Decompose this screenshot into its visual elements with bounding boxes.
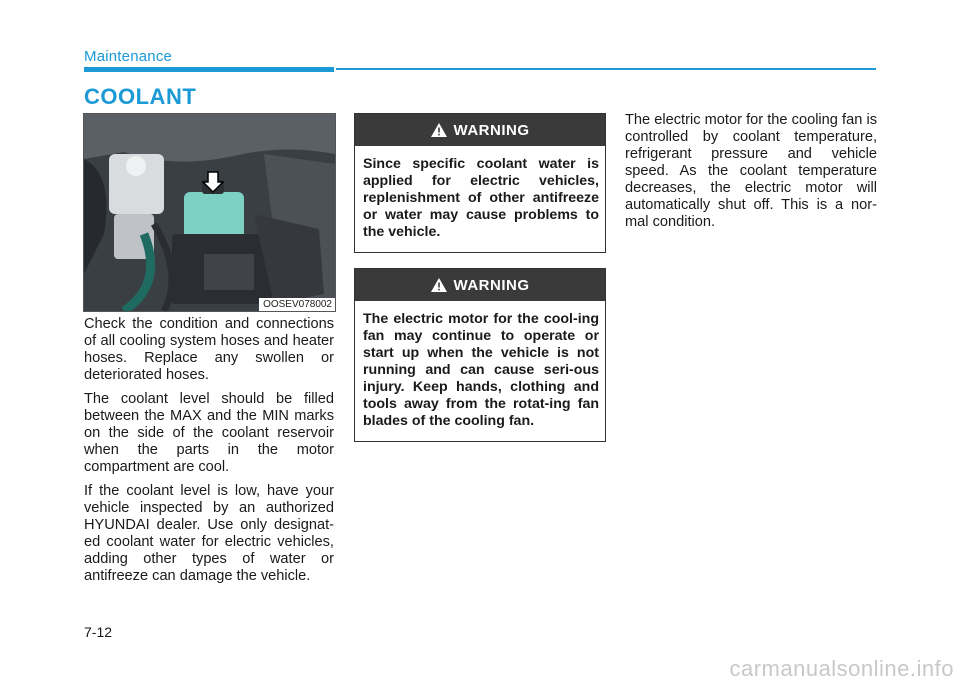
body-paragraph: Check the condition and connections of all cooling system hoses and heater hoses. Replace any swollen or deteriorated hoses. [84, 316, 334, 383]
warning-header [355, 114, 605, 146]
warning-header [355, 269, 605, 301]
page-number: 7-12 [84, 624, 113, 640]
engine-bay-illustration [84, 114, 335, 311]
header-rule-thin [336, 68, 876, 70]
engine-bay-photo [83, 113, 336, 312]
body-paragraph: The coolant level should be filled between the MAX and the MIN marks on the side of the coolant reservoir when the parts in the motor compartment are cool. [84, 391, 334, 475]
body-paragraph: The electric motor for the cooling fan is controlled by coolant temperature, refrigerant pressure and vehicle speed. As the coolant temperature decreases, the electric motor will automatically shut off. This is a nor-mal condition. [625, 112, 877, 230]
page-title: COOLANT [84, 84, 197, 109]
warning-text: The electric motor for the cool-ing fan may continue to operate or start up when the vehicle is not running and can cause seri-ous injury. Keep hands, clothing and tools away from the rotat-ing fan blades of the cooling fan. [363, 311, 599, 429]
warning-text: Since specific coolant water is applied for electric vehicles, replenishment of other antifreeze or water may cause problems to the vehicle. [363, 156, 599, 240]
warning-box-fan [354, 268, 606, 442]
warning-label: WARNING [453, 276, 530, 294]
right-column [625, 112, 877, 238]
body-paragraph: If the coolant level is low, have your vehicle inspected by an authorized HYUNDAI dealer. Use only designat-ed coolant water for electric vehicles, adding other types of water or antifreeze can damage the vehicle. [84, 483, 334, 584]
photo-code: OOSEV078002 [259, 298, 335, 311]
warning-box-coolant [354, 113, 606, 253]
warning-triangle-icon [431, 123, 447, 137]
watermark: carmanualsonline.info [729, 656, 954, 681]
warning-triangle-icon [431, 278, 447, 292]
left-column [84, 316, 334, 592]
header-rule-thick [84, 67, 334, 72]
section-label: Maintenance [84, 48, 173, 65]
warning-label: WARNING [453, 121, 530, 139]
